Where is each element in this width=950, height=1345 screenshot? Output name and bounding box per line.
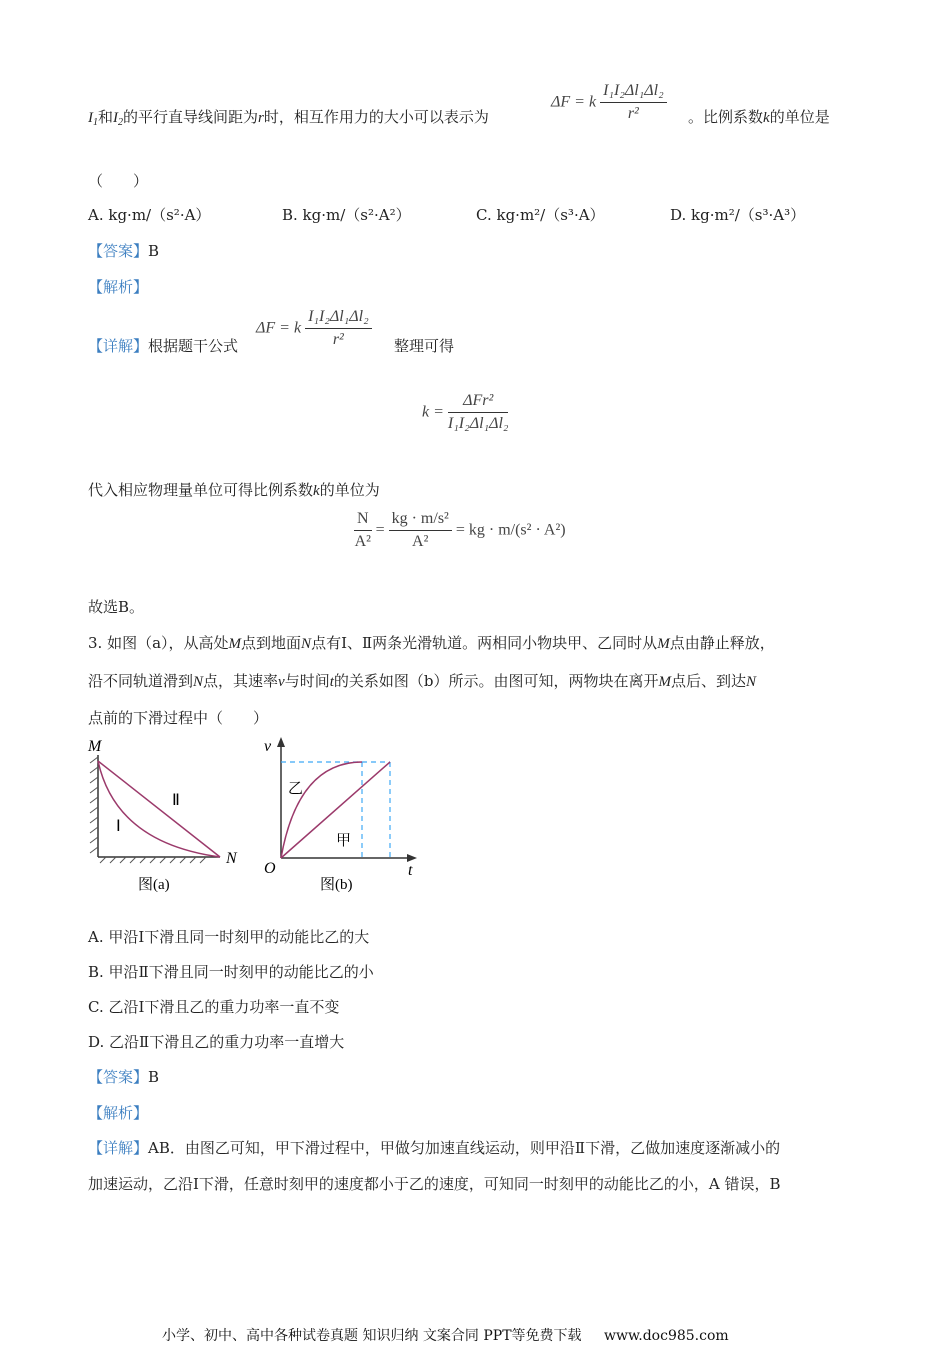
q2-analysis-label: 【解析】 — [88, 278, 149, 296]
q3-analysis-label: 【解析】 — [88, 1104, 149, 1122]
label-M: M — [88, 738, 102, 755]
q3-stem-line1: 3. 如图（a），从高处M点到地面N点有Ⅰ、Ⅱ两条光滑轨道。两相同小物块甲、乙同时从M点由静止释放， — [88, 634, 775, 652]
wall-hatch — [90, 757, 98, 853]
q3-option-c: C. 乙沿Ⅰ下滑且乙的重力功率一直不变 — [88, 998, 340, 1016]
label-track-i: Ⅰ — [116, 818, 121, 835]
q2-option-a: A. kg·m/（s²·A） — [88, 206, 211, 224]
q3-stem-line3: 点前的下滑过程中（ ） — [88, 709, 269, 727]
label-t: t — [408, 862, 413, 879]
track-ii-line — [98, 761, 220, 857]
label-O: O — [264, 860, 276, 877]
t-axis-arrow — [407, 854, 417, 862]
q3-stem-line2: 沿不同轨道滑到N点，其速率v与时间t的关系如图（b）所示。由图可知，两物块在离开M点后、到达N — [88, 672, 757, 690]
caption-a: 图(a) — [138, 877, 170, 893]
footer-url[interactable]: www.doc985.com — [603, 1328, 729, 1344]
q3-option-a: A. 甲沿Ⅰ下滑且同一时刻甲的动能比乙的大 — [88, 928, 370, 946]
q3-detail-line2: 加速运动，乙沿Ⅰ下滑，任意时刻甲的速度都小于乙的速度，可知同一时刻甲的动能比乙的小，A 错误，B — [88, 1175, 781, 1193]
q2-stem-line: $I_1$和$I_2$的平行直导线间距为r时，相互作用力的大小可以表示为 — [88, 108, 489, 128]
q2-option-c: C. kg·m²/（s³·A） — [476, 206, 605, 224]
q2-answer: 【答案】B — [88, 242, 160, 260]
ground-hatch — [100, 857, 206, 863]
k-formula: k = $\frac{\text{ΔFr²}}{\text{I₁I₂Δl₁Δl₂}}$ — [422, 392, 509, 432]
q2-paren: （ ） — [88, 172, 149, 190]
q2-conclusion: 故选B。 — [88, 598, 145, 616]
q2-detail-tail: 整理可得 — [394, 337, 455, 355]
force-formula: ΔF = k $\frac{\text{I₁I₂Δl₁Δl₂}}{\text{r²}}$ — [551, 82, 667, 123]
label-jia: 甲 — [336, 831, 352, 849]
label-track-ii: Ⅱ — [172, 792, 180, 809]
v-axis-arrow — [277, 737, 285, 747]
q3-answer: 【答案】B — [88, 1068, 160, 1086]
q3-option-b: B. 甲沿Ⅱ下滑且同一时刻甲的动能比乙的小 — [88, 963, 374, 981]
figure-a — [86, 733, 251, 893]
label-yi: 乙 — [288, 779, 304, 797]
units-intro: 代入相应物理量单位可得比例系数k的单位为 — [88, 481, 380, 499]
label-N: N — [226, 850, 237, 867]
footer-text: 小学、初中、高中各种试卷真题 知识归纳 文案合同 PPT等免费下载 — [162, 1328, 582, 1344]
label-v: v — [264, 738, 272, 755]
q3-option-d: D. 乙沿Ⅱ下滑且乙的重力功率一直增大 — [88, 1033, 345, 1051]
q2-detail: 【详解】根据题干公式 — [88, 337, 239, 355]
detail-formula: ΔF = k $\frac{\text{I₁I₂Δl₁Δl₂}}{\text{r²}}$ — [256, 308, 372, 349]
q3-detail-line1: 【详解】AB．由图乙可知，甲下滑过程中，甲做匀加速直线运动，则甲沿Ⅱ下滑，乙做加速度逐渐减小的 — [88, 1139, 781, 1157]
unit-derivation: $\frac{N}{\text{A²}}$ = $\frac{\text{kg · m/s²}}{\text{A²}}$ = kg · m/(s² · A²) — [354, 510, 566, 550]
q2-stem-tail: 。比例系数k的单位是 — [688, 108, 830, 126]
var-I1: $I_1$ — [88, 110, 98, 128]
footer — [162, 1325, 729, 1345]
var-I2: $I_2$ — [113, 110, 124, 128]
figure-b — [258, 733, 423, 893]
q2-option-b: B. kg·m/（s²·A²） — [282, 206, 411, 224]
caption-b: 图(b) — [320, 877, 353, 893]
q2-option-d: D. kg·m²/（s³·A³） — [670, 206, 806, 224]
